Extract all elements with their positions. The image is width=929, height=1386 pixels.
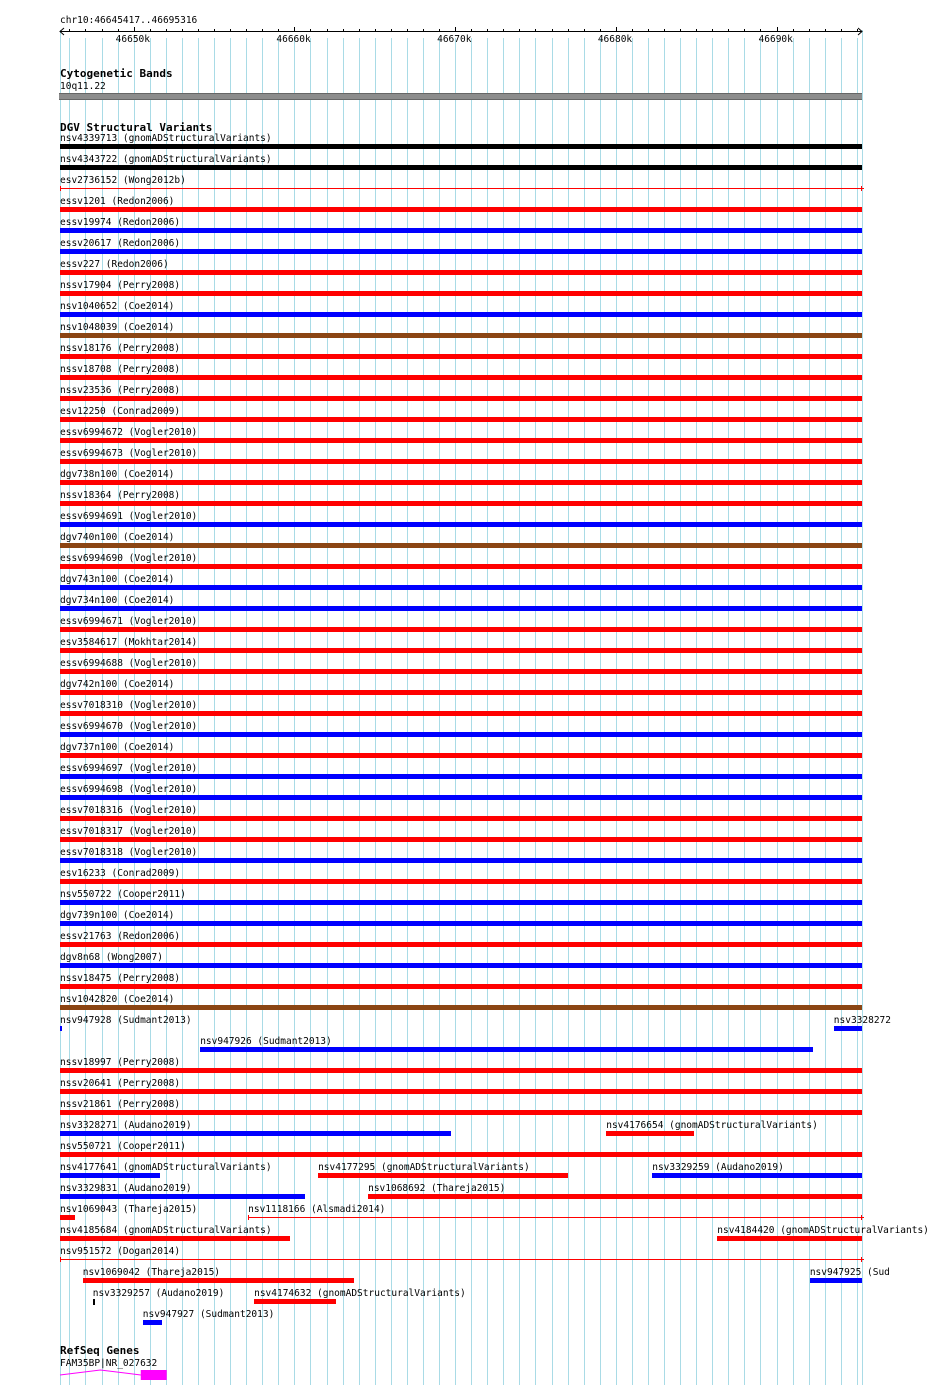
variant-label[interactable]: essv227 (Redon2006) xyxy=(60,259,169,270)
variant-label[interactable]: essv6994690 (Vogler2010) xyxy=(60,553,198,564)
variant-label[interactable]: esv12250 (Conrad2009) xyxy=(60,406,181,417)
variant-bar[interactable] xyxy=(60,1259,864,1260)
variant-bar[interactable] xyxy=(60,1215,75,1220)
variant-bar[interactable] xyxy=(60,879,862,884)
cytoband-bar[interactable] xyxy=(59,93,862,100)
gene-label[interactable]: FAM35BP|NR_027632 xyxy=(60,1358,158,1369)
variant-bar[interactable] xyxy=(60,1026,62,1031)
variant-label[interactable]: essv7018316 (Vogler2010) xyxy=(60,805,198,816)
variant-bar[interactable] xyxy=(834,1026,862,1031)
variant-bar[interactable] xyxy=(318,1173,568,1178)
variant-bar[interactable] xyxy=(60,1089,862,1094)
ruler-tick-label: 46670k xyxy=(437,34,472,45)
variant-label[interactable]: nsv1048039 (Coe2014) xyxy=(60,322,175,333)
variant-bar[interactable] xyxy=(83,1278,354,1283)
variant-bar[interactable] xyxy=(60,1236,290,1241)
variant-label[interactable]: nsv3328272 xyxy=(833,1015,891,1026)
variant-bar[interactable] xyxy=(652,1173,862,1178)
variant-bar[interactable] xyxy=(60,165,862,170)
variant-bar[interactable] xyxy=(60,396,862,401)
variant-bar[interactable] xyxy=(60,1194,305,1199)
variant-label[interactable]: nsv1118166 (Alsmadi2014) xyxy=(248,1204,386,1215)
variant-label[interactable]: esv3584617 (Mokhtar2014) xyxy=(60,637,198,648)
variant-label[interactable]: nssv17904 (Perry2008) xyxy=(60,280,181,291)
ruler-tick-label: 46680k xyxy=(597,34,633,45)
variant-bar[interactable] xyxy=(254,1299,336,1304)
variant-label[interactable]: nsv951572 (Dogan2014) xyxy=(60,1246,181,1257)
variant-label[interactable]: nssv18997 (Perry2008) xyxy=(60,1057,181,1068)
variant-bar[interactable] xyxy=(60,816,862,821)
variant-label[interactable]: nsv3329259 (Audano2019) xyxy=(652,1162,784,1173)
variant-bar[interactable] xyxy=(93,1299,95,1305)
variant-label[interactable]: nsv4174632 (gnomADStructuralVariants) xyxy=(254,1288,466,1299)
variant-label[interactable]: dgv743n100 (Coe2014) xyxy=(60,574,175,585)
variant-bar[interactable] xyxy=(60,501,862,506)
gene-exon-block[interactable] xyxy=(141,1370,167,1380)
variant-bar[interactable] xyxy=(60,375,862,380)
variant-label[interactable]: nsv4339713 (gnomADStructuralVariants) xyxy=(60,133,272,144)
variant-label[interactable]: nsv947926 (Sudmant2013) xyxy=(200,1036,332,1047)
variant-label[interactable]: nsv1040652 (Coe2014) xyxy=(60,301,175,312)
variant-label[interactable]: nsv1069042 (Thareja2015) xyxy=(82,1267,221,1278)
variant-label[interactable]: essv7018310 (Vogler2010) xyxy=(60,700,198,711)
variant-label[interactable]: essv21763 (Redon2006) xyxy=(60,931,181,942)
variant-label[interactable]: nsv550721 (Cooper2011) xyxy=(60,1141,186,1152)
variant-bar[interactable] xyxy=(60,480,862,485)
variant-bar[interactable] xyxy=(60,984,862,989)
variant-bar[interactable] xyxy=(60,606,862,611)
variant-label[interactable]: essv6994698 (Vogler2010) xyxy=(60,784,198,795)
variant-bar[interactable] xyxy=(60,459,862,464)
variant-label[interactable]: essv19974 (Redon2006) xyxy=(60,217,181,228)
variant-label[interactable]: essv7018318 (Vogler2010) xyxy=(60,847,198,858)
variant-label[interactable]: nsv4177641 (gnomADStructuralVariants) xyxy=(60,1162,272,1173)
variant-bar[interactable] xyxy=(60,1152,862,1157)
variant-label[interactable]: dgv8n68 (Wong2007) xyxy=(60,952,163,963)
variant-bar[interactable] xyxy=(60,942,862,947)
variant-label[interactable]: essv6994691 (Vogler2010) xyxy=(60,511,198,522)
variant-label[interactable]: nsv4177295 (gnomADStructuralVariants) xyxy=(318,1162,530,1173)
ruler-tick-label: 46650k xyxy=(115,34,150,45)
variant-bar[interactable] xyxy=(60,795,862,800)
ruler-tick-label: 46690k xyxy=(758,34,793,45)
variant-label[interactable]: nsv4343722 (gnomADStructuralVariants) xyxy=(60,154,272,165)
variant-bar[interactable] xyxy=(60,669,862,674)
variant-bar[interactable] xyxy=(60,711,862,716)
variant-bar[interactable] xyxy=(60,228,862,233)
variant-bar[interactable] xyxy=(60,417,862,422)
variant-label[interactable]: nssv23536 (Perry2008) xyxy=(60,385,181,396)
variant-bar[interactable] xyxy=(60,522,862,527)
variant-label[interactable]: nsv947925 (Sud xyxy=(809,1267,890,1278)
variant-bar[interactable] xyxy=(60,1173,160,1178)
variant-bar[interactable] xyxy=(60,837,862,842)
variant-label[interactable]: essv6994673 (Vogler2010) xyxy=(60,448,198,459)
variant-bar[interactable] xyxy=(60,1068,862,1073)
variant-bar[interactable] xyxy=(60,333,862,338)
variant-label[interactable]: essv20617 (Redon2006) xyxy=(60,238,181,249)
variant-bar[interactable] xyxy=(60,249,862,254)
variant-bar[interactable] xyxy=(60,690,862,695)
refseq-track-title[interactable]: RefSeq Genes xyxy=(60,1344,140,1357)
variant-bar[interactable] xyxy=(60,270,862,275)
variant-bar[interactable] xyxy=(60,963,862,968)
variant-label[interactable]: essv6994670 (Vogler2010) xyxy=(60,721,198,732)
variant-bar[interactable] xyxy=(60,354,862,359)
variant-bar[interactable] xyxy=(143,1320,163,1325)
variant-bar[interactable] xyxy=(60,312,862,317)
variant-label[interactable]: dgv739n100 (Coe2014) xyxy=(60,910,175,921)
gene-model[interactable] xyxy=(0,1366,890,1386)
variant-label[interactable]: essv6994688 (Vogler2010) xyxy=(60,658,198,669)
variant-label[interactable]: nssv20641 (Perry2008) xyxy=(60,1078,181,1089)
variant-bar[interactable] xyxy=(60,564,862,569)
variant-bar[interactable] xyxy=(200,1047,813,1052)
variant-bar[interactable] xyxy=(60,1110,862,1115)
variant-bar[interactable] xyxy=(60,188,864,189)
variant-bar[interactable] xyxy=(60,585,862,590)
variant-bar[interactable] xyxy=(248,1217,864,1218)
variant-label[interactable]: nssv18475 (Perry2008) xyxy=(60,973,181,984)
ruler-tick-label: 46660k xyxy=(276,34,311,45)
variant-label[interactable]: nsv1042820 (Coe2014) xyxy=(60,994,175,1005)
variant-bar[interactable] xyxy=(60,921,862,926)
variant-label[interactable]: dgv734n100 (Coe2014) xyxy=(60,595,175,606)
variant-bar[interactable] xyxy=(60,753,862,758)
variant-label[interactable]: dgv737n100 (Coe2014) xyxy=(60,742,175,753)
variant-bar[interactable] xyxy=(60,207,862,212)
variant-bar[interactable] xyxy=(60,438,862,443)
variant-label[interactable]: nssv18364 (Perry2008) xyxy=(60,490,181,501)
variant-label[interactable]: esv16233 (Conrad2009) xyxy=(60,868,181,879)
variant-bar[interactable] xyxy=(810,1278,862,1283)
variant-label[interactable]: nsv4176654 (gnomADStructuralVariants) xyxy=(606,1120,818,1131)
variant-bar[interactable] xyxy=(60,732,862,737)
variant-label[interactable]: nsv1069043 (Thareja2015) xyxy=(60,1204,198,1215)
variant-label[interactable]: essv6994671 (Vogler2010) xyxy=(60,616,198,627)
variant-label[interactable]: nsv3329257 (Audano2019) xyxy=(92,1288,225,1299)
variant-bar[interactable] xyxy=(60,291,862,296)
variant-bar[interactable] xyxy=(60,627,862,632)
variant-label[interactable]: essv6994697 (Vogler2010) xyxy=(60,763,198,774)
cytoband-track-title[interactable]: Cytogenetic Bands xyxy=(60,67,173,80)
variant-label[interactable]: nsv3328271 (Audano2019) xyxy=(60,1120,192,1131)
variant-label[interactable]: dgv742n100 (Coe2014) xyxy=(60,679,175,690)
variant-bar[interactable] xyxy=(60,774,862,779)
variant-label[interactable]: essv6994672 (Vogler2010) xyxy=(60,427,198,438)
variant-label[interactable]: nsv3329831 (Audano2019) xyxy=(60,1183,192,1194)
variant-bar[interactable] xyxy=(60,1131,451,1136)
variant-bar[interactable] xyxy=(60,858,862,863)
variant-bar[interactable] xyxy=(368,1194,862,1199)
gene-intron-line[interactable] xyxy=(60,1370,141,1375)
variant-bar[interactable] xyxy=(60,1005,862,1010)
variant-bar[interactable] xyxy=(60,900,862,905)
variant-label[interactable]: nsv550722 (Cooper2011) xyxy=(60,889,186,900)
variant-label[interactable]: essv1201 (Redon2006) xyxy=(60,196,175,207)
variant-label[interactable]: nsv4185684 (gnomADStructuralVariants) xyxy=(60,1225,272,1236)
variant-label[interactable]: nsv1068692 (Thareja2015) xyxy=(368,1183,506,1194)
variant-label[interactable]: nssv18176 (Perry2008) xyxy=(60,343,181,354)
variant-bar[interactable] xyxy=(60,648,862,653)
variant-bar[interactable] xyxy=(717,1236,862,1241)
variant-label[interactable]: esv2736152 (Wong2012b) xyxy=(60,175,186,186)
location-label: chr10:46645417..46695316 xyxy=(60,15,198,26)
variant-bar[interactable] xyxy=(60,543,862,548)
variant-label[interactable]: nsv947927 (Sudmant2013) xyxy=(142,1309,275,1320)
variant-bar[interactable] xyxy=(606,1131,694,1136)
variant-label[interactable]: dgv740n100 (Coe2014) xyxy=(60,532,175,543)
variant-label[interactable]: nsv947928 (Sudmant2013) xyxy=(60,1015,192,1026)
variant-label[interactable]: nsv4184420 (gnomADStructuralVariants) xyxy=(717,1225,929,1236)
variant-label[interactable]: nssv18708 (Perry2008) xyxy=(60,364,181,375)
cytoband-label: 10q11.22 xyxy=(60,81,106,92)
variant-label[interactable]: dgv738n100 (Coe2014) xyxy=(60,469,175,480)
dgv-track-title[interactable]: DGV Structural Variants xyxy=(60,121,213,134)
variant-label[interactable]: nssv21861 (Perry2008) xyxy=(60,1099,181,1110)
variant-label[interactable]: essv7018317 (Vogler2010) xyxy=(60,826,198,837)
variant-bar[interactable] xyxy=(60,144,862,149)
